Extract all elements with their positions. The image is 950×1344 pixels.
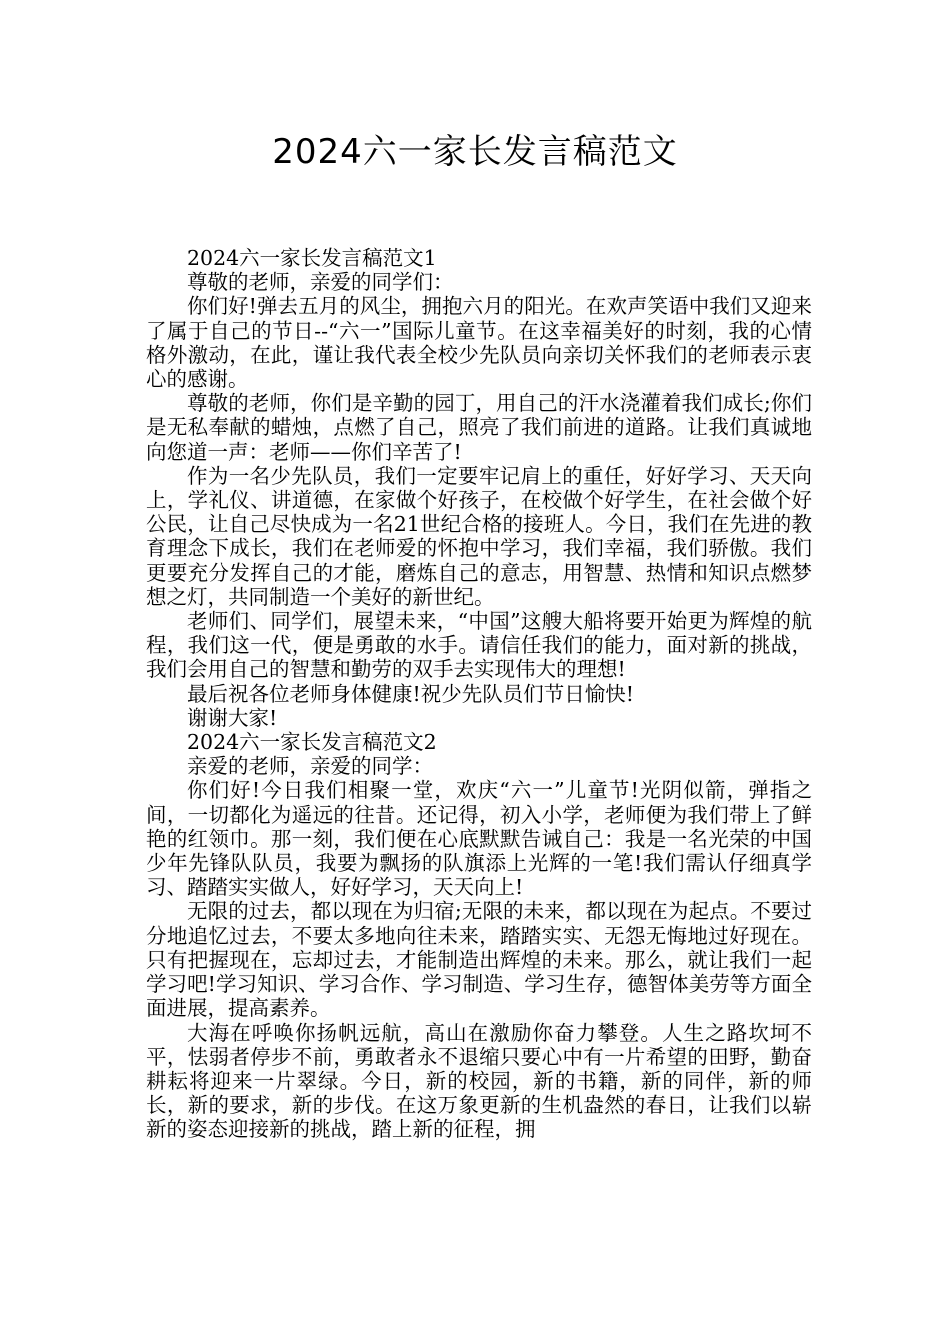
closing-line: 谢谢大家! — [187, 705, 278, 730]
paragraph: 你们好!弹去五月的风尘，拥抱六月的阳光。在欢声笑语中我们又迎来了属于自己的节日--“六一”国际儿童节。在这幸福美好的时刻，我的心情格外激动，在此，谨让我代表全校少先队员向亲切关怀我们的老师表示衷心的感谢。 — [146, 294, 812, 392]
paragraph: 老师们、同学们，展望未来，“中国”这艘大船将要开始更为辉煌的航程，我们这一代，便是勇敢的水手。请信任我们的能力，面对新的挑战，我们会用自己的智慧和勤劳的双手去实现伟大的理想! — [146, 609, 812, 682]
paragraph: 尊敬的老师，你们是辛勤的园丁，用自己的汗水浇灌着我们成长;你们是无私奉献的蜡烛，点燃了自己，照亮了我们前进的道路。让我们真诚地向您道一声：老师——你们辛苦了! — [146, 391, 812, 464]
paragraph: 作为一名少先队员，我们一定要牢记肩上的重任，好好学习、天天向上，学礼仪、讲道德，在家做个好孩子，在校做个好学生，在社会做个好公民，让自己尽快成为一名21世纪合格的接班人。今日，我们在先进的教育理念下成长，我们在老师爱的怀抱中学习，我们幸福，我们骄傲。我们更要充分发挥自己的才能，磨炼自己的意志，用智慧、热情和知识点燃梦想之灯，共同制造一个美好的新世纪。 — [146, 463, 812, 609]
paragraph: 最后祝各位老师身体健康!祝少先队员们节日愉快! — [187, 681, 634, 706]
document-body — [146, 246, 812, 1142]
section-heading: 2024六一家长发言稿范文1 — [187, 246, 437, 270]
document-title: 2024六一家长发言稿范文 — [272, 132, 678, 172]
paragraph: 大海在呼唤你扬帆远航，高山在激励你奋力攀登。人生之路坎坷不平，怯弱者停步不前，勇敢者永不退缩只要心中有一片希望的田野，勤奋耕耘将迎来一片翠绿。今日，新的校园，新的书籍，新的同伴，新的师长，新的要求，新的步伐。在这万象更新的生机盎然的春日，让我们以崭新的姿态迎接新的挑战，踏上新的征程，拥 — [146, 1020, 812, 1142]
salutation: 亲爱的老师，亲爱的同学： — [187, 754, 433, 779]
paragraph: 你们好!今日我们相聚一堂，欢庆“六一”儿童节!光阴似箭，弹指之间，一切都化为遥远的往昔。还记得，初入小学，老师便为我们带上了鲜艳的红领巾。那一刻，我们便在心底默默告诫自己：我是一名光荣的中国少年先锋队队员，我要为飘扬的队旗添上光辉的一笔!我们需认仔细真学习、踏踏实实做人，好好学习，天天向上! — [146, 778, 812, 900]
salutation: 尊敬的老师，亲爱的同学们： — [187, 270, 454, 295]
section-heading: 2024六一家长发言稿范文2 — [187, 730, 437, 755]
paragraph: 无限的过去，都以现在为归宿;无限的未来，都以现在为起点。不要过分地追忆过去，不要太多地向往未来，踏踏实实、无怨无悔地过好现在。只有把握现在，忘却过去，才能制造出辉煌的未来。那么，就让我们一起学习吧!学习知识、学习合作、学习制造、学习生存，德智体美劳等方面全面进展，提高素养。 — [146, 899, 812, 1021]
